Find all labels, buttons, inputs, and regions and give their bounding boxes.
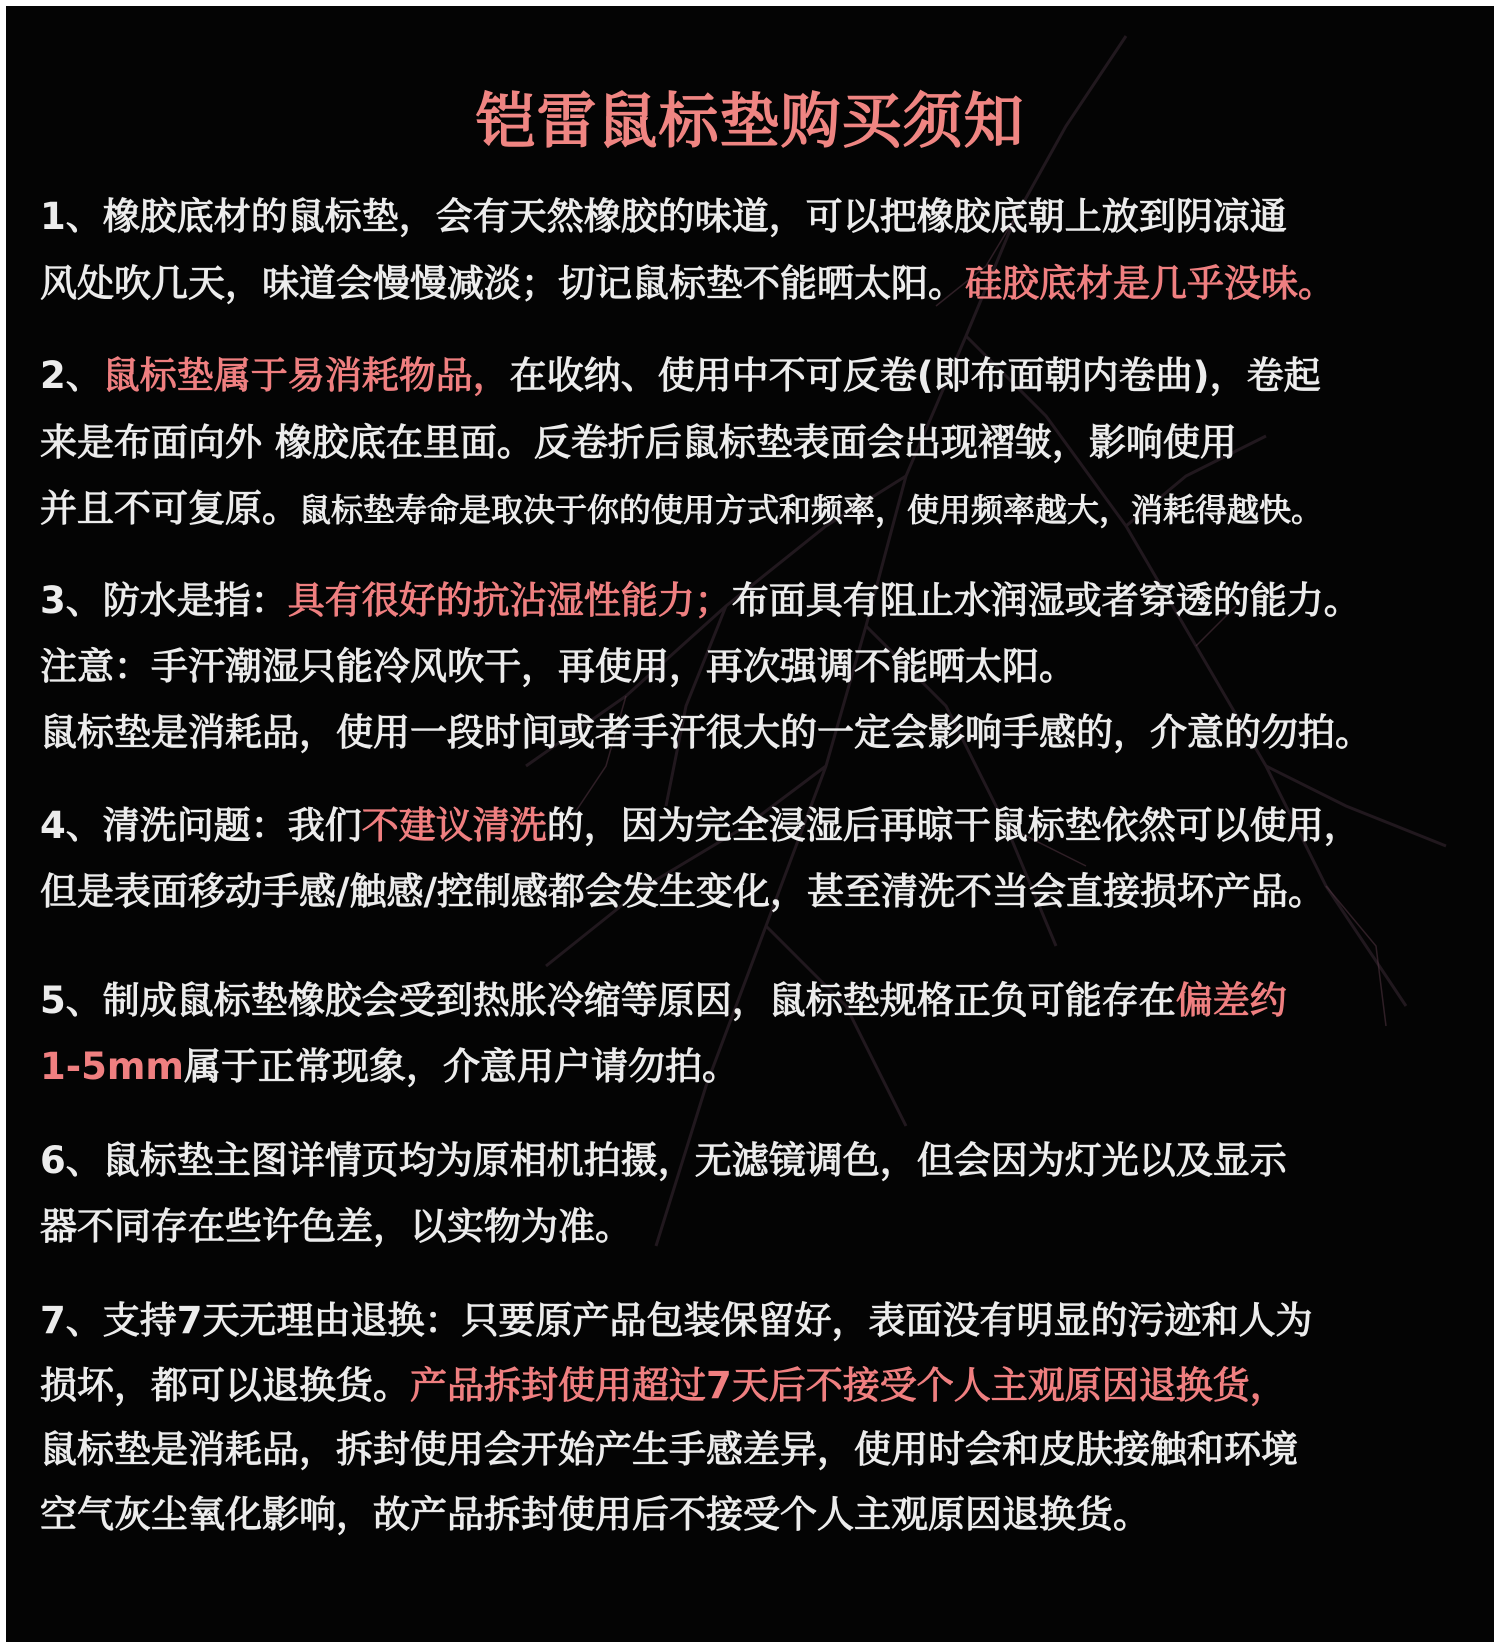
page-title: 铠雷鼠标垫购买须知 <box>475 87 1025 157</box>
highlight-text: 鼠标垫属于易消耗物品， <box>102 354 510 397</box>
item-7-line-4: 空气灰尘氧化影响，故产品拆封使用后不接受个人主观原因退换货。 <box>40 1493 1150 1536</box>
item-1-line-2: 风处吹几天，味道会慢慢减淡；切记鼠标垫不能晒太阳。硅胶底材是几乎没味。 <box>40 262 1335 305</box>
highlight-text: 硅胶底材是几乎没味。 <box>965 262 1335 305</box>
item-2-line-2: 来是布面向外 橡胶底在里面。反卷折后鼠标垫表面会出现褶皱，影响使用 <box>40 421 1237 464</box>
item-4-line-2: 但是表面移动手感/触感/控制感都会发生变化，甚至清洗不当会直接损坏产品。 <box>40 870 1326 913</box>
item-5-line-2: 1-5mm属于正常现象，介意用户请勿拍。 <box>40 1045 739 1088</box>
item-6-line-1: 6、鼠标垫主图详情页均为原相机拍摄，无滤镜调色，但会因为灯光以及显示 <box>40 1139 1287 1182</box>
item-3-line-2: 注意：手汗潮湿只能冷风吹干，再使用，再次强调不能晒太阳。 <box>40 645 1076 688</box>
highlight-text: 1-5mm <box>40 1045 184 1088</box>
notice-panel <box>6 6 1494 1642</box>
item-3-line-1: 3、防水是指：具有很好的抗沾湿性能力；布面具有阻止水润湿或者穿透的能力。 <box>40 579 1361 622</box>
item-7-line-3: 鼠标垫是消耗品，拆封使用会开始产生手感差异，使用时会和皮肤接触和环境 <box>40 1428 1298 1471</box>
highlight-text: 产品拆封使用超过7天后不接受个人主观原因退换货， <box>410 1364 1287 1407</box>
item-1-line-1: 1、橡胶底材的鼠标垫，会有天然橡胶的味道，可以把橡胶底朝上放到阴凉通 <box>40 195 1287 238</box>
item-6-line-2: 器不同存在些许色差，以实物为准。 <box>40 1205 632 1248</box>
item-4-line-1: 4、清洗问题：我们不建议清洗的，因为完全浸湿后再晾干鼠标垫依然可以使用， <box>40 804 1361 847</box>
highlight-text: 具有很好的抗沾湿性能力； <box>287 579 732 622</box>
item-7-line-2: 损坏，都可以退换货。产品拆封使用超过7天后不接受个人主观原因退换货， <box>40 1364 1287 1407</box>
item-7-line-1: 7、支持7天无理由退换：只要原产品包装保留好，表面没有明显的污迹和人为 <box>40 1299 1313 1342</box>
item-5-line-1: 5、制成鼠标垫橡胶会受到热胀冷缩等原因，鼠标垫规格正负可能存在偏差约 <box>40 979 1287 1022</box>
item-2-line-1: 2、鼠标垫属于易消耗物品，在收纳、使用中不可反卷(即布面朝内卷曲)，卷起 <box>40 354 1321 397</box>
item-3-line-3: 鼠标垫是消耗品，使用一段时间或者手汗很大的一定会影响手感的，介意的勿拍。 <box>40 711 1372 754</box>
item-2-line-3: 并且不可复原。鼠标垫寿命是取决于你的使用方式和频率，使用频率越大，消耗得越快。 <box>40 487 1324 530</box>
highlight-text: 偏差约 <box>1175 979 1287 1022</box>
highlight-text: 不建议清洗 <box>361 804 547 847</box>
